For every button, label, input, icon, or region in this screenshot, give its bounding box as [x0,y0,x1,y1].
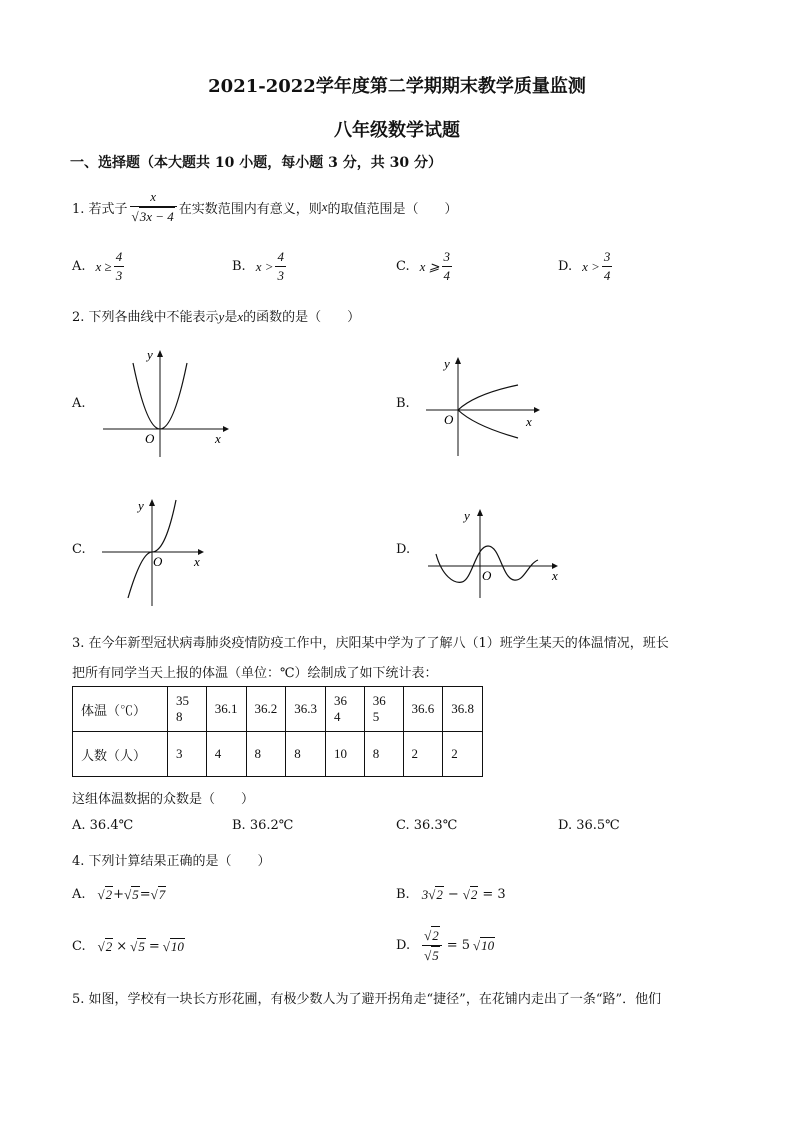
exam-title: 2021-2022学年度第二学期期末教学质量监测 [208,76,586,97]
q1-option-b-lhs: x > [255,258,274,274]
q1-option-c-den: 4 [443,268,451,283]
table-cell: 36 4 [326,687,365,732]
q4-d-numerator: 2 [432,928,439,943]
q4-b-operator: − [447,887,459,902]
q4-d-radicand: 10 [481,938,495,953]
q1-option-a-num: 4 [114,248,125,267]
q4-a-equals: = [139,887,151,902]
q4-d-equals: = 5 [446,938,471,953]
q1-option-b-num: 4 [275,248,286,267]
q4-c-radicand-2: 5 [138,939,145,954]
q2-graph-c [98,494,218,608]
q4-a-operator: + [113,887,125,902]
q4-b-coef: 3 [421,886,429,902]
q1-numerator: x [130,188,177,207]
y-label: y [147,347,153,362]
q4-c-radicand-1: 2 [105,939,113,954]
y-label: y [464,508,470,523]
q1-option-c[interactable] [396,248,454,285]
q2-prefix: 2. 下列各曲线中不能表示 [72,310,219,325]
q1-option-d-lhs: x > [582,258,600,274]
q2-y: y [218,309,225,324]
x-label: x [194,554,200,569]
q4-option-b-label: B. [396,887,410,902]
q1-option-d[interactable] [558,248,614,285]
q4-b-radicand-1: 2 [436,887,443,902]
table-cell: 4 [206,732,246,777]
table-cell: 2 [443,732,483,777]
q2-option-a-label[interactable]: A. [72,396,86,411]
y-label: y [444,356,450,371]
q1-option-b-den: 3 [277,268,284,283]
q1-var: x [321,199,328,214]
q3-option-d[interactable]: D. 36.5℃ [558,818,620,833]
q3-option-a[interactable]: A. 36.4℃ [72,818,134,833]
origin-label: O [482,568,492,583]
table-cell: 2 [403,732,443,777]
q4-d-denominator: 5 [432,948,439,963]
q4-option-d[interactable]: D. $\frac{√2}{√5}$ = 5 √10 [396,928,495,963]
q1-option-c-lhs: x ⩾ [419,258,440,274]
table-row [73,732,483,777]
x-label: x [552,568,558,583]
table-cell: 36.1 [206,687,246,732]
question-3-line2: 把所有同学当天上报的体温（单位：℃）绘制成了如下统计表： [72,666,438,681]
sideways-parabola-curve [458,385,518,438]
q1-option-d-label: D. [558,259,573,274]
origin-label: O [145,431,155,446]
table-cell: 8 [364,732,403,777]
q1-option-a[interactable] [72,248,126,285]
table-header-cell: 人数（人） [73,732,168,777]
table-cell: 3 [168,732,207,777]
question-4-prompt: 4. 下列计算结果正确的是（ ） [72,854,271,869]
q4-option-d-label: D. [396,938,411,953]
table-cell: 36 5 [364,687,403,732]
y-axis-arrow-icon [149,499,155,506]
table-header-cell: 体温（℃） [73,687,168,732]
table-cell: 8 [246,732,286,777]
q4-c-operator: × [116,939,128,954]
section-heading: 一、选择题（本大题共 10 小题，每小题 3 分，共 30 分） [70,155,442,171]
temperature-table [72,686,483,777]
q1-option-d-den: 4 [603,268,611,283]
q1-fraction: $\frac{x}{√3x - 4}$ [130,188,177,226]
q4-b-equals: = 3 [482,887,506,902]
question-3-line1: 3. 在今年新型冠状病毒肺炎疫情防疫工作中，庆阳某中学为了了解八（1）班学生某天的体温情况，班长 [72,636,669,651]
q1-option-b-label: B. [232,259,246,274]
question-1-stem [72,188,458,226]
table-cell: 36.2 [246,687,286,732]
q4-option-b[interactable]: B. 3 √2 − √2 = 3 [396,886,506,902]
q4-option-c-label: C. [72,939,86,954]
x-axis-arrow-icon [223,426,229,432]
q1-prefix: 1. 若式子 [72,201,128,217]
origin-label: O [153,554,163,569]
y-axis-arrow-icon [157,350,163,357]
q1-suffix: 在实数范围内有意义，则 [178,201,322,217]
q2-graph-b [420,352,550,460]
q3-option-b[interactable]: B. 36.2℃ [232,818,294,833]
q4-option-c[interactable]: C. √2 × √5 = √10 [72,939,184,954]
q2-graph-a [95,345,235,460]
q4-a-radicand-3: 7 [158,887,166,902]
question-3-prompt: 这组体温数据的众数是（ ） [72,792,255,807]
table-cell: 10 [326,732,365,777]
table-cell: 8 [286,732,326,777]
q2-graph-d [424,504,570,600]
x-label: x [526,414,532,429]
exam-subtitle: 八年级数学试题 [334,120,460,141]
q2-option-c-label[interactable]: C. [72,542,86,557]
q2-option-b-label[interactable]: B. [396,396,410,411]
q1-option-c-num: 3 [442,248,453,267]
q1-option-d-num: 3 [602,248,613,267]
table-cell: 36.3 [286,687,326,732]
x-label: x [215,431,221,446]
q4-b-radicand-2: 2 [470,887,478,902]
y-axis-arrow-icon [477,509,483,516]
table-row [73,687,483,732]
q1-option-b[interactable] [232,248,288,285]
q2-suffix: 的函数的是（ ） [243,310,361,325]
q1-suffix2: 的取值范围是（ ） [327,201,458,217]
table-cell: 35 8 [168,687,207,732]
origin-label: O [444,412,454,427]
q1-option-a-den: 3 [115,268,123,283]
q1-option-a-lhs: x ≥ [95,258,112,274]
question-1-options [72,248,732,292]
q2-x: x [237,309,244,324]
q4-option-a[interactable]: A. √2 + √5 = √7 [72,887,166,902]
x-axis-arrow-icon [534,407,540,413]
q2-option-d-label[interactable]: D. [396,542,411,557]
table-cell: 36.8 [443,687,483,732]
q4-a-radicand-1: 2 [105,887,113,902]
y-label: y [138,498,144,513]
q1-option-c-label: C. [396,259,410,274]
q4-c-radicand-3: 10 [170,939,184,954]
q2-mid: 是 [224,310,238,325]
question-5-line1: 5. 如图，学校有一块长方形花圃，有极少数人为了避开拐角走“捷径”，在花铺内走出了一条“路”．他们 [72,992,662,1007]
y-axis-arrow-icon [455,357,461,364]
q1-radicand: 3x − 4 [139,209,174,224]
table-cell: 36.6 [403,687,443,732]
q4-a-radicand-2: 5 [132,887,139,902]
q4-c-equals: = [148,939,160,954]
q4-option-a-label: A. [72,887,86,902]
question-2-stem [72,306,360,325]
q1-option-a-label: A. [72,259,86,274]
q3-option-c[interactable]: C. 36.3℃ [396,818,458,833]
